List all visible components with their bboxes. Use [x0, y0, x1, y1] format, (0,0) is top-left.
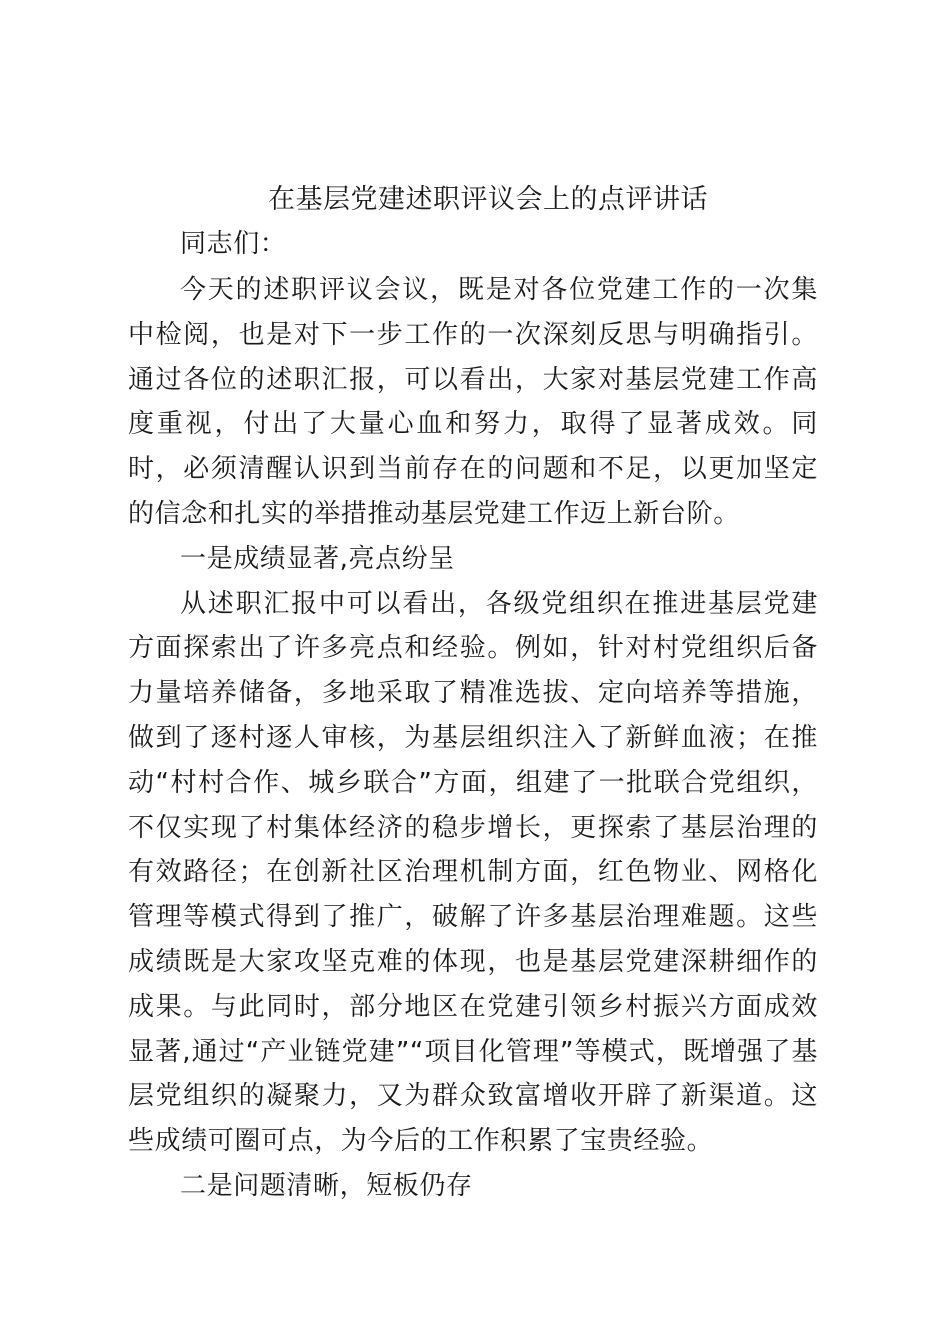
salutation: 同志们：: [180, 229, 287, 259]
document-page: [128, 178, 818, 1209]
section-body-1: 从述职汇报中可以看出，各级党组织在推进基层党建方面探索出了许多亮点和经验。例如，针对村党组织后备力量培养储备，多地采取了精准选拔、定向培养等措施，做到了逐村逐人审核，为基层组织注入了新鲜血液；在推动“村村合作、城乡联合”方面，组建了一批联合党组织，不仅实现了村集体经济的稳步增长，更探索了基层治理的有效路径；在创新社区治理机制方面，红色物业、网格化管理等模式得到了推广，破解了许多基层治理难题。这些成绩既是大家攻坚克难的体现，也是基层党建深耕细作的成果。与此同时，部分地区在党建引领乡村振兴方面成效显著,通过“产业链党建”“项目化管理”等模式，既增强了基层党组织的凝聚力，又为群众致富增收开辟了新渠道。这些成绩可圈可点，为今后的工作积累了宝贵经验。: [128, 588, 818, 1157]
section-heading-2: 二是问题清晰，短板仍存: [180, 1170, 473, 1201]
intro-paragraph: 今天的述职评议会议，既是对各位党建工作的一次集中检阅，也是对下一步工作的一次深刻反思与明确指引。通过各位的述职汇报，可以看出，大家对基层党建工作高度重视，付出了大量心血和努力，取得了显著成效。同时，必须清醒认识到当前存在的问题和不足，以更加坚定的信念和扎实的举措推动基层党建工作迈上新台阶。: [128, 275, 818, 529]
document-title: 在基层党建述职评议会上的点评讲话: [268, 184, 708, 215]
section-heading-1: 一是成绩显著,亮点纷呈: [180, 543, 455, 574]
